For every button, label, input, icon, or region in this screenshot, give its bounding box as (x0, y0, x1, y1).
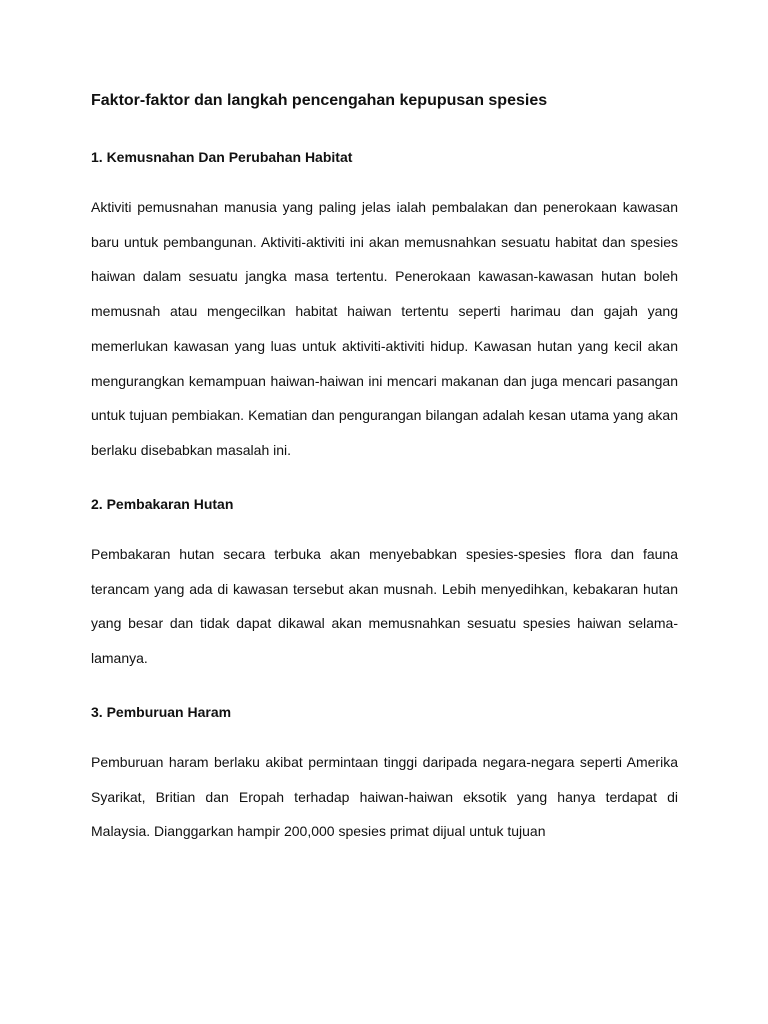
section-heading-forest-fire: 2. Pembakaran Hutan (91, 496, 234, 512)
section-paragraph-forest-fire: Pembakaran hutan secara terbuka akan menyebabkan spesies-spesies flora dan fauna terancam yang ada di kawasan tersebut akan musnah. Lebih menyedihkan, kebakaran hutan yang besar dan tidak dapat dikawal akan memusnahkan sesuatu spesies haiwan selama-lamanya. (91, 546, 678, 667)
section-heading-poaching: 3. Pemburuan Haram (91, 704, 232, 720)
section-heading-habitat: 1. Kemusnahan Dan Perubahan Habitat (91, 149, 353, 165)
section-paragraph-habitat: Aktiviti pemusnahan manusia yang paling jelas ialah pembalakan dan penerokaan kawasan baru untuk pembangunan. Aktiviti-aktiviti ini akan memusnahkan sesuatu habitat dan spesies haiwan dalam sesuatu jangka masa tertentu. Penerokaan kawasan-kawasan hutan boleh memusnah atau mengecilkan habitat haiwan tertentu seperti harimau dan gajah yang memerlukan kawasan yang luas untuk aktiviti-aktiviti hidup. Kawasan hutan yang kecil akan mengurangkan kemampuan haiwan-haiwan ini mencari makanan dan juga mencari pasangan untuk tujuan pembiakan. Kematian dan pengurangan bilangan adalah kesan utama yang akan berlaku disebabkan masalah ini. (91, 199, 678, 458)
document-title: Faktor-faktor dan langkah pencengahan kepupusan spesies (91, 92, 548, 109)
section-paragraph-poaching: Pemburuan haram berlaku akibat permintaan tinggi daripada negara-negara seperti Amerika Syarikat, Britian dan Eropah terhadap haiwan-haiwan eksotik yang hanya terdapat di Malaysia. Dianggarkan hampir 200,000 spesies primat dijual untuk tujuan (91, 754, 678, 840)
